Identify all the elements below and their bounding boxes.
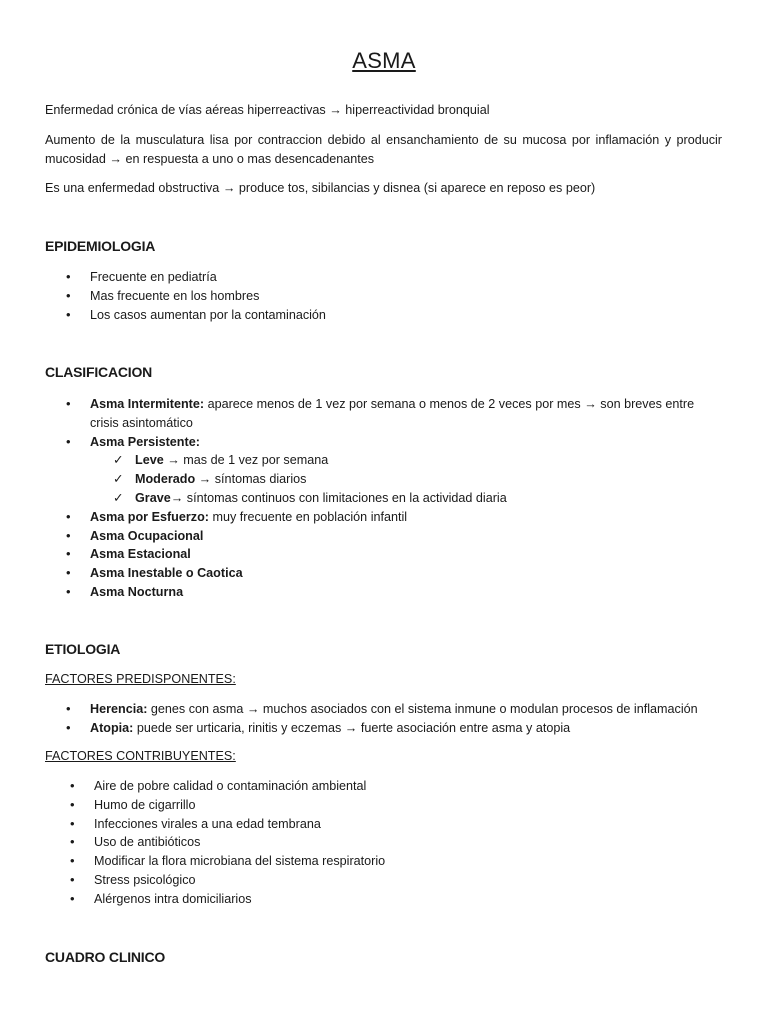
bullet-icon: •: [70, 815, 75, 831]
bullet-icon: •: [66, 527, 71, 543]
bullet-icon: •: [66, 508, 71, 524]
bullet-icon: •: [66, 565, 71, 581]
list-item: • Aire de pobre calidad o contaminación ambiental: [0, 777, 722, 796]
list-item: • Modificar la flora microbiana del sistema respiratorio: [0, 852, 722, 871]
list-item: • Asma por Esfuerzo: muy frecuente en población infantil: [0, 508, 722, 527]
bullet-icon: •: [66, 287, 71, 303]
heading-clasificacion: CLASIFICACION: [45, 364, 153, 380]
list-item: • Infecciones virales a una edad tembrana: [0, 815, 722, 834]
list-item: • Herencia: genes con asma → muchos asociados con el sistema inmune o modulan procesos de inflamación: [0, 700, 722, 719]
intro-paragraph-1: Enfermedad crónica de vías aéreas hiperreactivas → hiperreactividad bronquial: [45, 103, 490, 117]
page-title: ASMA: [352, 48, 416, 73]
bullet-icon: •: [70, 871, 75, 887]
bullet-icon: •: [70, 778, 75, 793]
bullet-icon: •: [70, 890, 75, 906]
check-icon: ✓: [113, 453, 124, 468]
heading-epidemiologia: EPIDEMIOLOGIA: [45, 238, 156, 254]
bullet-icon: •: [66, 583, 71, 599]
list-item: • Atopia: puede ser urticaria, rinitis y eczemas → fuerte asociación entre asma y atopia: [0, 719, 722, 738]
list-item: • Asma Nocturna: [0, 583, 722, 602]
heading-etiologia: ETIOLOGIA: [45, 641, 121, 657]
contribuyentes-list: [0, 777, 722, 909]
list-item: • Stress psicológico: [0, 871, 722, 890]
bullet-icon: •: [66, 306, 71, 322]
bullet-icon: •: [66, 433, 71, 449]
list-item: • Los casos aumentan por la contaminación: [0, 306, 722, 325]
list-item: • Asma Ocupacional: [0, 527, 722, 546]
persistente-sublist: [90, 451, 722, 507]
bullet-icon: •: [66, 269, 71, 284]
list-item: • Asma Estacional: [0, 545, 722, 564]
bullet-icon: •: [66, 719, 71, 735]
list-item: • Asma Inestable o Caotica: [0, 564, 722, 583]
bullet-icon: •: [70, 834, 75, 850]
bullet-icon: •: [66, 701, 71, 716]
sub-list-item: ✓ Leve → mas de 1 vez por semana: [90, 451, 722, 470]
bullet-icon: •: [66, 546, 71, 562]
intro-paragraph-2: Aumento de la musculatura lisa por contraccion debido al ensanchamiento de su mucosa por inflamación y producir mucosidad → en respuesta a uno o mas desencadenantes: [45, 133, 722, 166]
clasificacion-list: [0, 395, 722, 602]
list-item: • Uso de antibióticos: [0, 833, 722, 852]
sub-list-item: ✓ Moderado → síntomas diarios: [90, 470, 722, 489]
list-item: • Asma Persistente: ✓ Leve → mas de 1 vez por semana ✓ Moderado → síntomas diarios ✓ Grave→ síntomas continuos con limitaciones en la actividad diaria: [0, 433, 722, 508]
list-item: • Humo de cigarrillo: [0, 796, 722, 815]
check-icon: ✓: [113, 490, 124, 505]
list-item: • Mas frecuente en los hombres: [0, 287, 722, 306]
predisponentes-list: [0, 700, 722, 738]
subheading-contribuyentes: FACTORES CONTRIBUYENTES:: [45, 749, 236, 763]
heading-cuadro-clinico: CUADRO CLINICO: [45, 949, 166, 965]
list-item: • Alérgenos intra domiciliarios: [0, 890, 722, 909]
bullet-icon: •: [66, 396, 71, 411]
bullet-icon: •: [70, 796, 75, 812]
check-icon: ✓: [113, 472, 124, 487]
list-item: • Frecuente en pediatría: [0, 268, 722, 287]
epidemiologia-list: [0, 268, 722, 324]
subheading-predisponentes: FACTORES PREDISPONENTES:: [45, 672, 236, 686]
bullet-icon: •: [70, 853, 75, 869]
intro-paragraph-3: Es una enfermedad obstructiva → produce tos, sibilancias y disnea (si aparece en reposo es peor): [45, 181, 596, 195]
list-item: • Asma Intermitente: aparece menos de 1 vez por semana o menos de 2 veces por mes → son breves entre crisis asintomático: [66, 396, 695, 430]
sub-list-item: ✓ Grave→ síntomas continuos con limitaciones en la actividad diaria: [90, 489, 722, 508]
